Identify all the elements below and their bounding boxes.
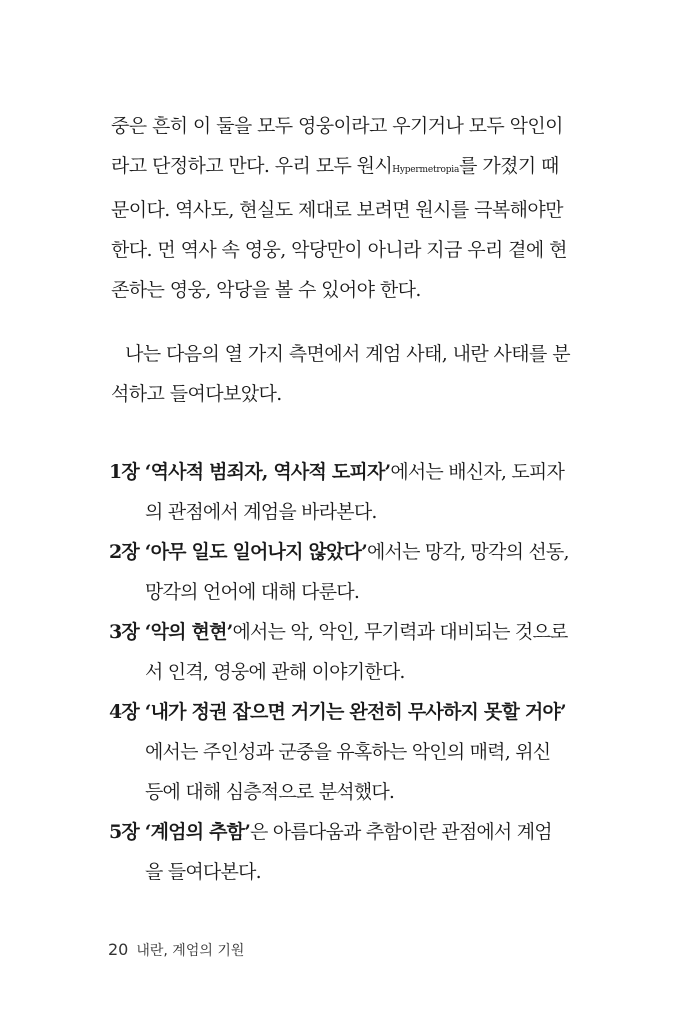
chapter-title: 4장 ‘내가 정권 잡으면 거기는 완전히 무사하지 못할 거야’ [109,701,566,723]
chapter-continuation: 의 관점에서 계엄을 바라본다. [145,501,377,523]
hypermetropia-annotation: Hypermetropia [392,165,460,175]
chapter-description: 에서는 배신자, 도피자 [390,461,565,483]
chapter-line [109,612,589,652]
paragraph-1-line-2 [111,146,581,190]
chapter-description: 은 아름다움과 추함이란 관점에서 계엄 [250,821,552,843]
chapter-title: 2장 ‘아무 일도 일어나지 않았다’ [109,541,367,563]
chapter-continuation: 에서는 주인성과 군중을 유혹하는 악인의 매력, 위신 [145,741,551,763]
paragraph-1-line-5: 존하는 영웅, 악당을 볼 수 있어야 한다. [111,279,421,301]
chapter-line [109,532,589,572]
chapter-line [109,812,589,852]
page-number: 20 [108,940,129,959]
chapter-item [109,612,589,692]
chapter-item [109,812,589,892]
chapter-line [109,452,589,492]
chapter-list [109,452,589,892]
chapter-title: 5장 ‘계엄의 추함’ [109,821,251,843]
page-footer [108,940,244,960]
paragraph-2-line-1: 나는 다음의 열 가지 측면에서 계엄 사태, 내란 사태를 분 [125,343,570,365]
paragraph-1-line-2-start: 라고 단정하고 만다. 우리 모두 원시 [111,155,393,177]
paragraph-2-line-2: 석하고 들여다보았다. [111,383,282,405]
chapter-item [109,452,589,532]
paragraph-1-line-2-end: 를 가졌기 때 [459,155,559,177]
chapter-continuation: 서 인격, 영웅에 관해 이야기한다. [145,661,405,683]
chapter-title: 1장 ‘역사적 범죄자, 역사적 도피자’ [109,461,391,483]
chapter-continuation: 등에 대해 심층적으로 분석했다. [145,781,395,803]
chapter-line [109,692,589,732]
chapter-item [109,692,589,812]
chapter-item [109,532,589,612]
paragraph-2 [111,334,581,414]
paragraph-1-line-4: 한다. 먼 역사 속 영웅, 악당만이 아니라 지금 우리 곁에 현 [111,239,567,261]
paragraph-1-line-1: 중은 흔히 이 둘을 모두 영웅이라고 우기거나 모두 악인이 [111,115,563,137]
running-title: 내란, 계엄의 기원 [136,943,245,959]
chapter-title: 3장 ‘악의 현현’ [109,621,233,643]
paragraph-1-line-3: 문이다. 역사도, 현실도 제대로 보려면 원시를 극복해야만 [111,199,563,221]
chapter-continuation: 망각의 언어에 대해 다룬다. [145,581,360,603]
chapter-description: 에서는 악, 악인, 무기력과 대비되는 것으로 [232,621,568,643]
paragraph-1 [111,106,581,310]
chapter-continuation: 을 들여다본다. [145,861,261,883]
chapter-description: 에서는 망각, 망각의 선동, [366,541,569,563]
